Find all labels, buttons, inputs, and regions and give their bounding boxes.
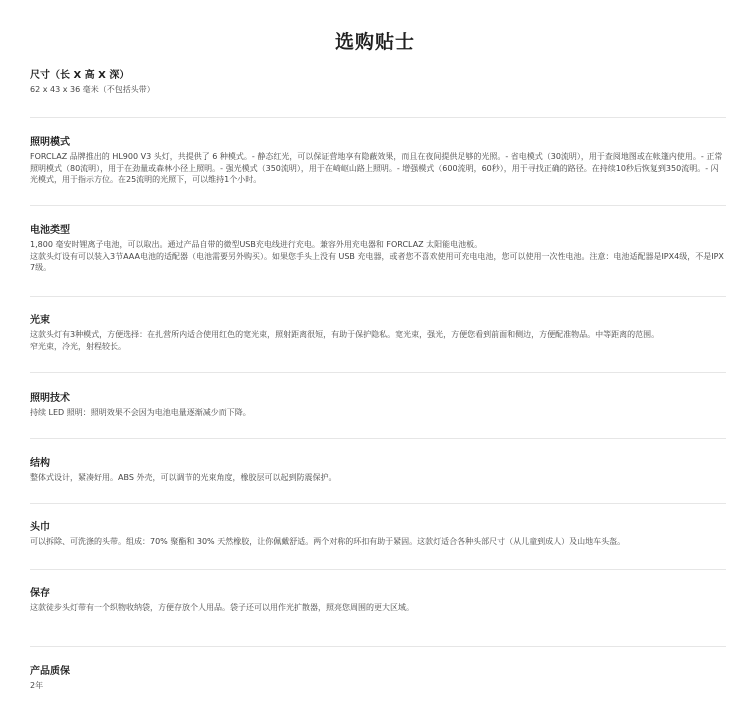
section-dimensions <box>30 69 726 96</box>
section-structure <box>30 457 726 484</box>
section-title: 尺寸（长 X 高 X 深） <box>30 70 130 81</box>
section-storage <box>30 587 726 614</box>
section-title: 照明技术 <box>30 393 70 404</box>
section-title: 电池类型 <box>30 225 70 236</box>
section-title: 光束 <box>30 315 50 326</box>
divider <box>30 205 726 206</box>
section-body: 可以拆除、可洗涤的头带。组成：70% 聚酯和 30% 天然橡胶，让你佩戴舒适。两个对称的环扣有助于紧固。这款灯适合各种头部尺寸（从儿童到成人）及山地车头盔。 <box>30 537 626 546</box>
section-title: 结构 <box>30 458 50 469</box>
section-lighting-modes <box>30 136 726 186</box>
section-body: 这款徒步头灯带有一个织物收纳袋，方便存放个人用品。袋子还可以用作光扩散器，照亮您周围的更大区域。 <box>30 603 414 612</box>
section-body: FORCLAZ 品牌推出的 HL900 V3 头灯，共提供了 6 种模式。- 静态红光，可以保证营地享有隐蔽效果，而且在夜间提供足够的光照。- 省电模式（30流明），用于查阅地图或在帐篷内使用。- 正常照明模式（80流明），用于在劲量或森林小径上照明。- 强光模式（350流明），用于在崎岖山路上照明。- 增强模式（600流明，60秒），用于寻找正确的路径。在持续10秒后恢复到350流明。- 闪光模式，用于指示方位。在25流明的光照下，可以维持1个小时。 <box>30 152 723 184</box>
divider <box>30 438 726 439</box>
section-body: 持续 LED 照明：照明效果不会因为电池电量逐渐减少而下降。 <box>30 408 251 417</box>
section-body: 2年 <box>30 681 44 690</box>
section-body: 1,800 毫安时锂离子电池，可以取出。通过产品自带的微型USB充电线进行充电。兼容外用充电器和 FORCLAZ 太阳能电池板。 这款头灯设有可以装入3节AAA电池的适配器（电池需要另外购买）。如果您手头上没有 USB 充电器，或者您不喜欢使用可充电电池，您可以使用一次性电池。注意：电池适配器是IPX4级，不是IPX7级。 <box>30 240 724 272</box>
section-body: 62 x 43 x 36 毫米（不包括头带） <box>30 85 155 94</box>
section-title: 产品质保 <box>30 666 70 677</box>
divider <box>30 569 726 570</box>
section-warranty <box>30 665 726 692</box>
section-battery-type <box>30 224 726 274</box>
divider <box>30 372 726 373</box>
divider <box>30 296 726 297</box>
section-body: 整体式设计，紧凑好用。ABS 外壳，可以调节的光束角度，橡胶层可以起到防震保护。 <box>30 473 337 482</box>
section-lighting-technology <box>30 392 726 419</box>
divider <box>30 646 726 647</box>
section-headband <box>30 521 726 548</box>
section-beam <box>30 314 726 352</box>
divider <box>30 503 726 504</box>
section-title: 保存 <box>30 588 50 599</box>
divider <box>30 117 726 118</box>
section-title: 头巾 <box>30 522 50 533</box>
page-title: 选购贴士 <box>334 31 415 53</box>
section-title: 照明模式 <box>30 137 70 148</box>
section-body: 这款头灯有3种模式，方便选择：在扎营所内适合使用红色的宽光束，照射距离很短，有助于保护隐私。宽光束，强光，方便您看到前面和侧边，方便配准物品。中等距离的范围。 窄光束，冷光，射程较长。 <box>30 330 660 351</box>
